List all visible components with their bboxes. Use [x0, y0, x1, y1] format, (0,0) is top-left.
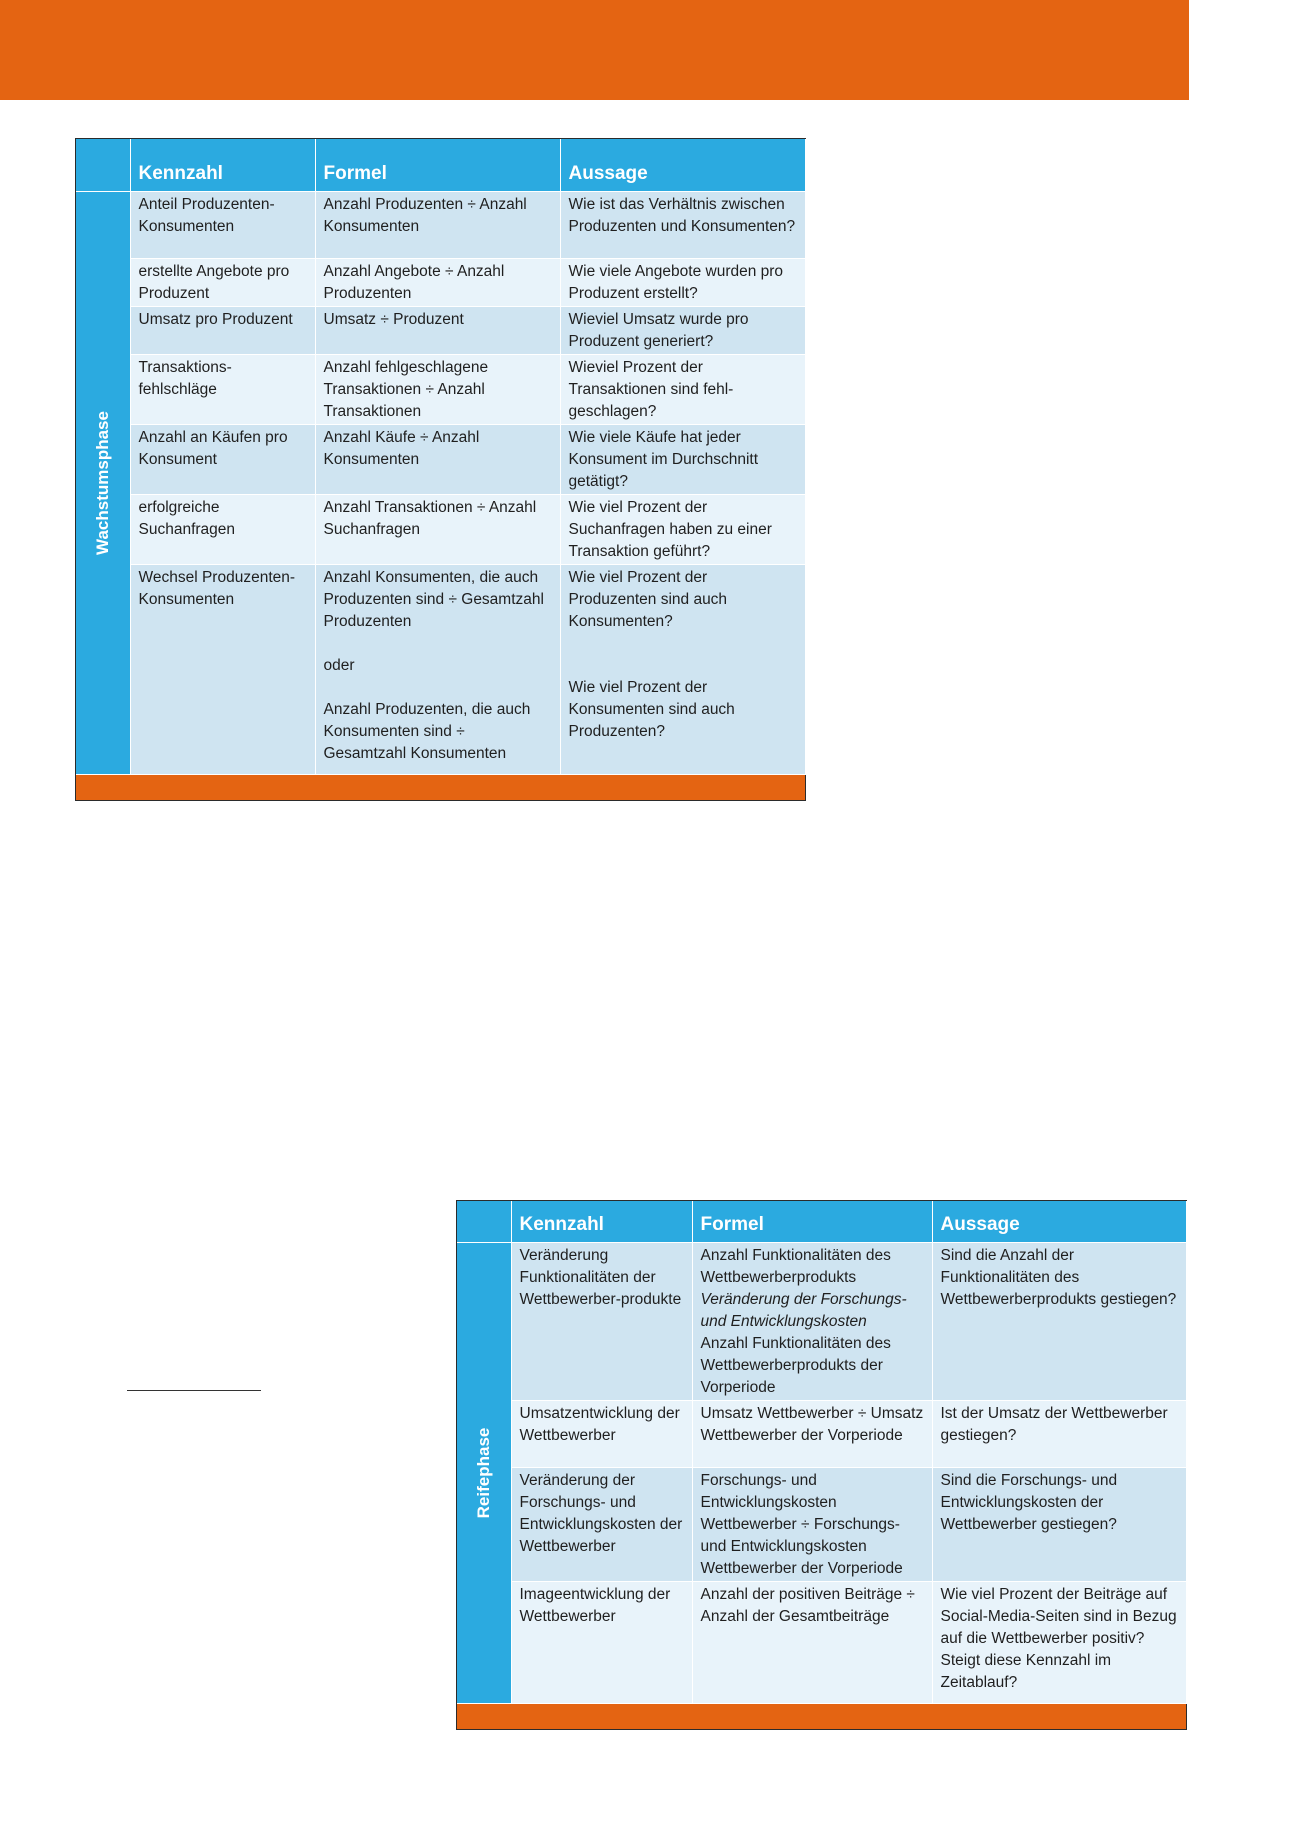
header-corner	[457, 1201, 511, 1242]
header-formel: Formel	[692, 1201, 932, 1242]
table-row	[76, 424, 805, 494]
aussage-part-a: Wie viel Prozent der Produzenten sind auch Konsumenten?	[568, 568, 728, 630]
cell-aussage	[560, 564, 805, 774]
cell-kennzahl: Veränderung der Forschungs- und Entwicklungskosten der Wettbewerber	[511, 1467, 692, 1581]
cell-aussage: Wie viele Käufe hat jeder Konsument im Durchschnitt getätigt?	[560, 424, 805, 494]
cell-formel: Anzahl fehlgeschlagene Transaktionen ÷ Anzahl Transaktionen	[315, 354, 560, 424]
table-row	[457, 1400, 1186, 1467]
phase-cell	[76, 191, 130, 774]
table-reifephase	[456, 1200, 1187, 1730]
cell-kennzahl: Umsatzentwicklung der Wettbewerber	[511, 1400, 692, 1467]
table-footer-bar	[457, 1704, 1186, 1729]
cell-kennzahl: Umsatz pro Produzent	[130, 306, 315, 354]
cell-kennzahl: Anzahl an Käufen pro Konsument	[130, 424, 315, 494]
cell-formel: Anzahl der positiven Beiträge ÷ Anzahl der Gesamtbeiträge	[692, 1581, 932, 1703]
cell-formel: Anzahl Transaktionen ÷ Anzahl Suchanfragen	[315, 494, 560, 564]
cell-aussage: Wie viel Prozent der Suchanfragen haben zu einer Transaktion geführt?	[560, 494, 805, 564]
header-aussage: Aussage	[932, 1201, 1186, 1242]
header-kennzahl: Kennzahl	[130, 139, 315, 191]
header-formel: Formel	[315, 139, 560, 191]
cell-formel: Forschungs- und Entwicklungskosten Wettbewerber ÷ Forschungs- und Entwicklungskosten Wettbewerber der Vorperiode	[692, 1467, 932, 1581]
table-row	[76, 354, 805, 424]
table-row	[76, 191, 805, 258]
table-row	[76, 494, 805, 564]
table-row	[457, 1581, 1186, 1703]
table-row	[76, 564, 805, 774]
formel-part-b: Anzahl Produzenten, die auch Konsumenten sind ÷ Gesamtzahl Konsumenten	[323, 700, 531, 762]
cell-aussage: Sind die Anzahl der Funktionalitäten des Wettbewerberprodukts gestiegen?	[932, 1242, 1186, 1400]
cell-aussage: Wieviel Prozent der Transaktionen sind fehl-geschlagen?	[560, 354, 805, 424]
phase-label: Wachstumsphase	[92, 410, 112, 555]
table-row	[457, 1242, 1186, 1400]
formel-oder: oder	[323, 656, 355, 674]
phase-cell	[457, 1242, 511, 1703]
top-header-bar	[0, 0, 1189, 100]
cell-formel: Anzahl Angebote ÷ Anzahl Produzenten	[315, 258, 560, 306]
cell-aussage: Ist der Umsatz der Wettbewerber gestiegen?	[932, 1400, 1186, 1467]
formel-italic: Veränderung der Forschungs- und Entwicklungskosten	[700, 1290, 907, 1330]
cell-kennzahl: Veränderung Funktionalitäten der Wettbewerber-produkte	[511, 1242, 692, 1400]
table-footer-bar	[76, 775, 805, 800]
cell-kennzahl: Transaktions-fehlschläge	[130, 354, 315, 424]
cell-formel: Umsatz ÷ Produzent	[315, 306, 560, 354]
cell-formel	[692, 1242, 932, 1400]
cell-aussage: Wie viel Prozent der Beiträge auf Social-Media-Seiten sind in Bezug auf die Wettbewerber positiv? Steigt diese Kennzahl im Zeitablauf?	[932, 1581, 1186, 1703]
header-kennzahl: Kennzahl	[511, 1201, 692, 1242]
cell-aussage: Sind die Forschungs- und Entwicklungskosten der Wettbewerber gestiegen?	[932, 1467, 1186, 1581]
cell-kennzahl: Wechsel Produzenten-Konsumenten	[130, 564, 315, 774]
aussage-part-b: Wie viel Prozent der Konsumenten sind auch Produzenten?	[568, 678, 735, 740]
header-corner	[76, 139, 130, 191]
formel-part-a: Anzahl Konsumenten, die auch Produzenten sind ÷ Gesamtzahl Produzenten	[323, 568, 544, 630]
table-row	[76, 258, 805, 306]
formel-part-b: Anzahl Funktionalitäten des Wettbewerberprodukts der Vorperiode	[700, 1334, 891, 1396]
footnote-divider	[127, 1390, 261, 1391]
cell-formel: Anzahl Produzenten ÷ Anzahl Konsumenten	[315, 191, 560, 258]
cell-formel: Anzahl Käufe ÷ Anzahl Konsumenten	[315, 424, 560, 494]
table-row	[76, 306, 805, 354]
header-aussage: Aussage	[560, 139, 805, 191]
cell-kennzahl: Imageentwicklung der Wettbewerber	[511, 1581, 692, 1703]
cell-kennzahl: Anteil Produzenten-Konsumenten	[130, 191, 315, 258]
cell-aussage: Wieviel Umsatz wurde pro Produzent generiert?	[560, 306, 805, 354]
cell-formel: Umsatz Wettbewerber ÷ Umsatz Wettbewerber der Vorperiode	[692, 1400, 932, 1467]
phase-label: Reifephase	[473, 1427, 493, 1518]
table-row	[457, 1467, 1186, 1581]
cell-formel	[315, 564, 560, 774]
cell-kennzahl: erfolgreiche Suchanfragen	[130, 494, 315, 564]
cell-aussage: Wie viele Angebote wurden pro Produzent erstellt?	[560, 258, 805, 306]
cell-kennzahl: erstellte Angebote pro Produzent	[130, 258, 315, 306]
table-wachstumsphase	[75, 138, 806, 801]
formel-part-a: Anzahl Funktionalitäten des Wettbewerberprodukts	[700, 1246, 891, 1286]
cell-aussage: Wie ist das Verhältnis zwischen Produzenten und Konsumenten?	[560, 191, 805, 258]
